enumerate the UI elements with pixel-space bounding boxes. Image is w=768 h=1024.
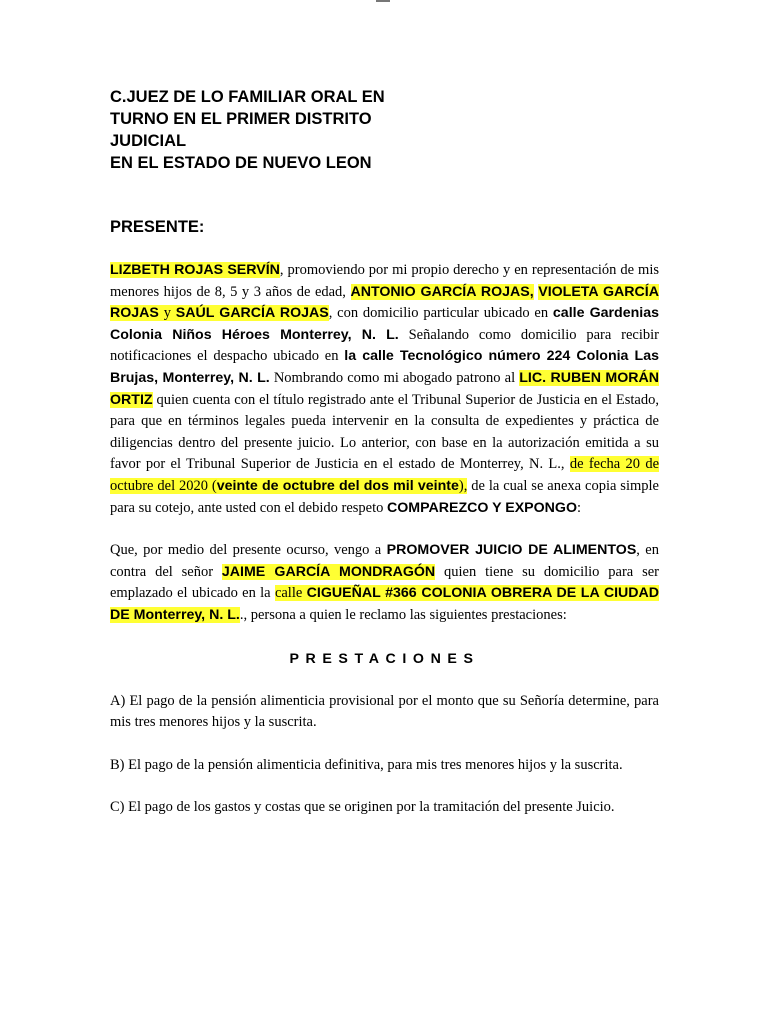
child-name-1: ANTONIO GARCÍA ROJAS, (350, 283, 534, 300)
child-name-3: SAÚL GARCÍA ROJAS (175, 305, 329, 322)
text-span: ., persona a quien le reclamo las siguientes prestaciones: (239, 606, 567, 623)
text-span: de la cual se anexa copia simple para su cotejo, ante usted con el debido respeto (110, 477, 659, 516)
document-page (110, 86, 659, 819)
prestacion-c: C) El pago de los gastos y costas que se originen por la tramitación del presente Juicio. (110, 799, 615, 816)
promover-label: PROMOVER JUICIO DE ALIMENTOS (386, 542, 637, 559)
prestaciones-title: PRESTACIONES (289, 650, 480, 667)
prestacion-b: B) El pago de la pensión alimenticia definitiva, para mis tres menores hijos y la suscrita. (110, 756, 623, 773)
text-span: quien cuenta con el título registrado ante el Tribunal Superior de Justicia en el Estado, para que en términos legales pueda intervenir en la consulta de expedientes y práctica de diligencias dentro del presente juicio. Lo anterior, con base en la autorización emitida a su favor por el Tribunal Superior de Justicia en el estado de Monterrey, N. L., (110, 391, 659, 473)
court-heading (110, 86, 659, 174)
date-numeric: de fecha 20 de octubre del 2020 ( (110, 456, 660, 494)
home-address: calle Gardenias Colonia Niños Héroes Monterrey, N. L. (110, 305, 660, 343)
claim-paragraph (110, 540, 659, 626)
defendant-address: CIGUEÑAL #366 COLONIA OBRERA DE LA CIUDAD DE Monterrey, N. L. (110, 585, 659, 623)
text-span: calle (274, 585, 307, 602)
text-span: , con domicilio particular ubicado en (328, 305, 553, 322)
heading-line-3: JUDICIAL (110, 132, 187, 150)
text-span: , en contra del señor (110, 542, 659, 580)
heading-line-1: C.JUEZ DE LO FAMILIAR ORAL EN (110, 88, 385, 106)
text-span: : (577, 499, 582, 516)
page-top-mark (376, 0, 390, 2)
child-name-2: VIOLETA GARCÍA ROJAS (110, 283, 659, 322)
date-close: ), (458, 477, 468, 494)
presente-label: PRESENTE: (110, 218, 205, 236)
intro-paragraph (110, 260, 659, 519)
heading-line-4: EN EL ESTADO DE NUEVO LEON (110, 154, 372, 172)
prestacion-a: A) El pago de la pensión alimenticia provisional por el monto que su Señoría determine, para mis tres menores hijos y la suscrita. (110, 692, 659, 731)
lawyer-name: LIC. RUBEN MORÁN ORTIZ (110, 369, 659, 408)
heading-line-2: TURNO EN EL PRIMER DISTRITO (110, 110, 372, 128)
date-words: veinte de octubre del dos mil veinte (216, 477, 459, 494)
plaintiff-name: LIZBETH ROJAS SERVÍN (110, 262, 280, 278)
text-span: Que, por medio del presente ocurso, vengo a (110, 542, 387, 559)
text-span: quien tiene su domicilio para ser emplazado el ubicado en la (110, 563, 659, 602)
defendant-name: JAIME GARCÍA MONDRAGÓN (221, 563, 436, 580)
text-span: , promoviendo por mi propio derecho y en representación de mis menores hijos de 8, 5 y 3 años de edad, (110, 262, 659, 300)
text-span: y (158, 305, 176, 322)
text-span: Señalando como domicilio para recibir notificaciones el despacho ubicado en (110, 326, 659, 365)
comparezco-label: COMPAREZCO Y EXPONGO (387, 499, 578, 516)
text-span: Nombrando como mi abogado patrono al (269, 369, 520, 386)
office-address: la calle Tecnológico número 224 Colonia Las Brujas, Monterrey, N. L. (110, 348, 659, 386)
